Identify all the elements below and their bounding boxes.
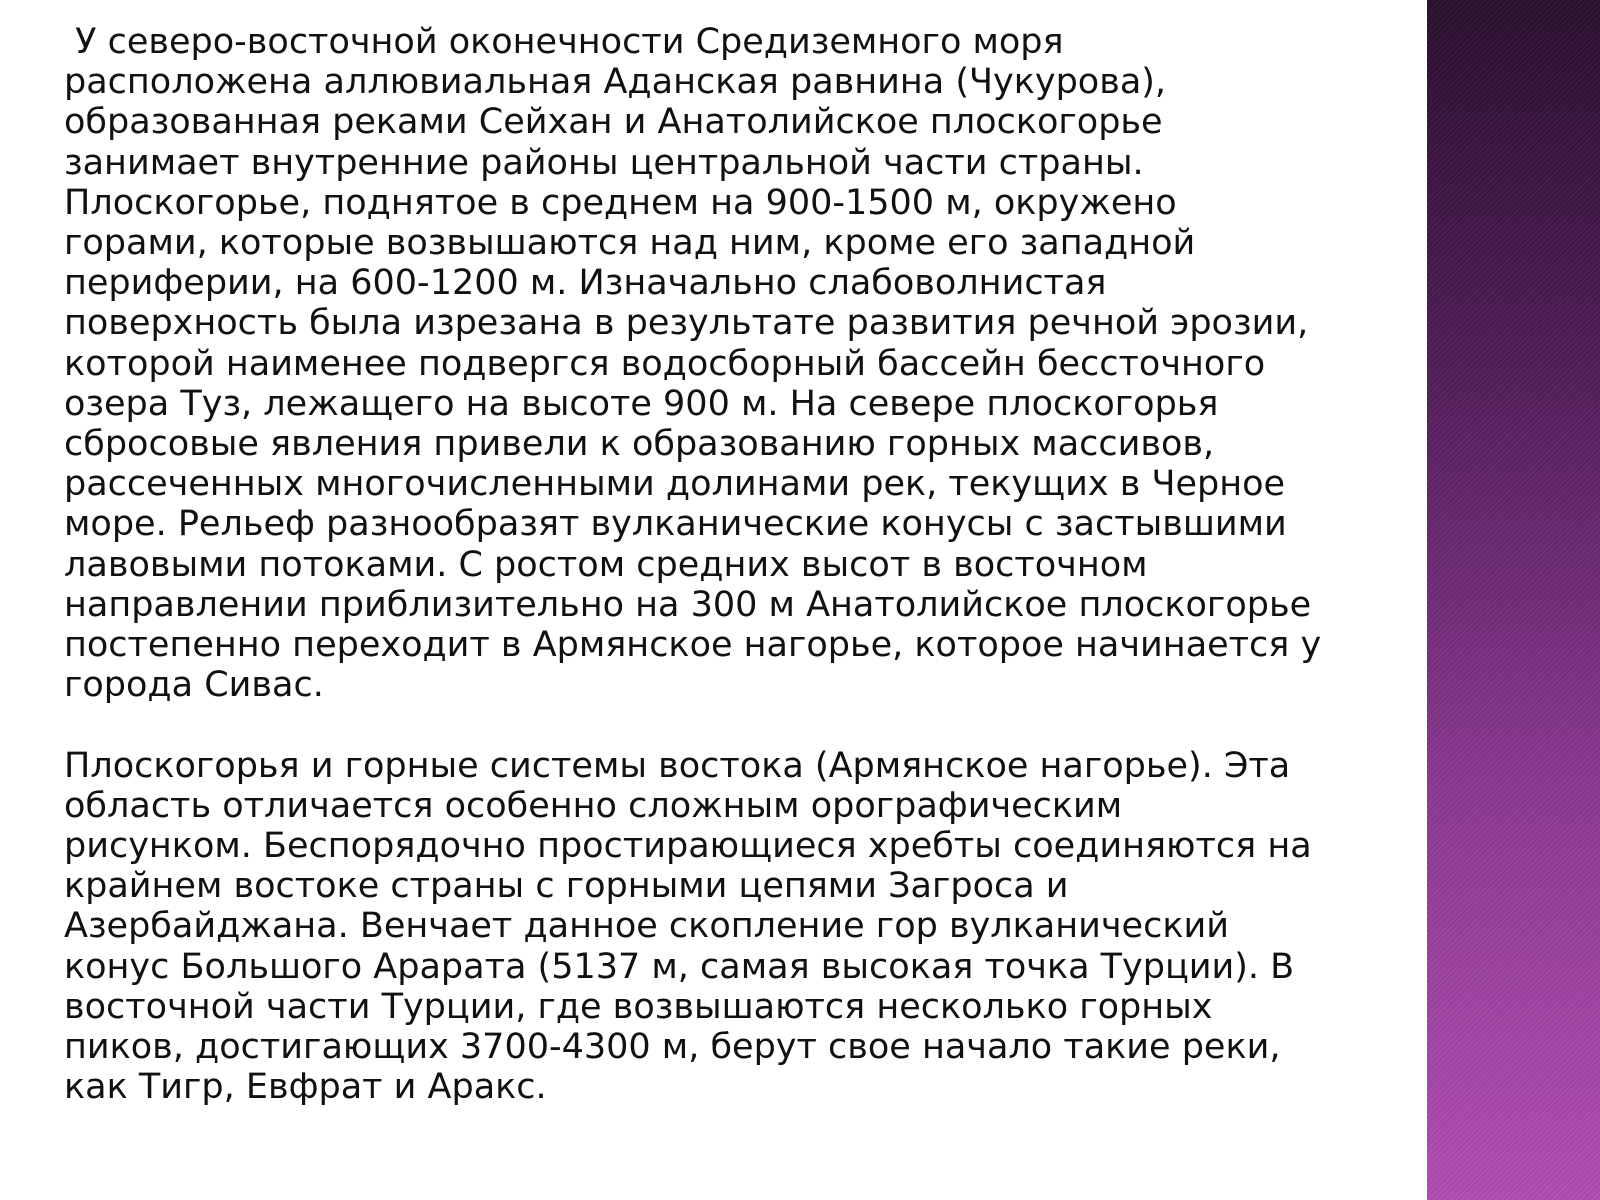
text-line: море. Рельеф разнообразят вулканические конусы с застывшими: [64, 504, 1287, 545]
decorative-side-band: [1427, 0, 1600, 1200]
text-line: сбросовые явления привели к образованию горных массивов,: [64, 424, 1215, 465]
text-line: которой наименее подвергся водосборный бассейн бессточного: [64, 343, 1266, 384]
text-line: города Сивас.: [64, 665, 324, 706]
text-line: постепенно переходит в Армянское нагорье, которое начинается у: [64, 625, 1322, 666]
text-line: Плоскогорье, поднятое в среднем на 900-1500 м, окружено: [64, 182, 1177, 223]
text-line: как Тигр, Евфрат и Аракс.: [64, 1067, 547, 1108]
text-line: горами, которые возвышаются над ним, кроме его западной: [64, 223, 1196, 264]
text-line: У северо-восточной оконечности Средиземного моря: [64, 22, 1064, 62]
text-line: озера Туз, лежащего на высоте 900 м. На севере плоскогорья: [64, 383, 1219, 424]
text-line: область отличается особенно сложным орографическим: [64, 785, 1123, 826]
text-line: восточной части Турции, где возвышаются несколько горных: [64, 986, 1213, 1027]
text-line: поверхность была изрезана в результате развития речной эрозии,: [64, 303, 1309, 344]
text-line: рассеченных многочисленными долинами рек, текущих в Черное: [64, 464, 1286, 505]
paragraph-relief-east: [64, 746, 1394, 1108]
text-line: рисунком. Беспорядочно простирающиеся хребты соединяются на: [64, 826, 1312, 867]
paragraph-relief-anatolia: [64, 22, 1394, 705]
text-line: лавовыми потоками. С ростом средних высот в восточном: [64, 544, 1148, 585]
text-line: Азербайджана. Венчает данное скопление гор вулканический: [64, 906, 1229, 947]
text-line: образованная реками Сейхан и Анатолийское плоскогорье: [64, 102, 1163, 143]
slide-body-text: [64, 22, 1394, 1107]
paragraph-spacer: [64, 705, 1394, 745]
text-line: конус Большого Арарата (5137 м, самая высокая точка Турции). В: [64, 946, 1295, 987]
text-line: занимает внутренние районы центральной части страны.: [64, 142, 1144, 183]
text-line: крайнем востоке страны с горными цепями Загроса и: [64, 866, 1069, 907]
text-line: расположена аллювиальная Аданская равнина (Чукурова),: [64, 62, 1167, 103]
text-line: пиков, достигающих 3700-4300 м, берут свое начало такие реки,: [64, 1027, 1281, 1068]
text-line: Плоскогорья и горные системы востока (Армянское нагорье). Эта: [64, 745, 1291, 786]
text-line: направлении приблизительно на 300 м Анатолийское плоскогорье: [64, 584, 1312, 625]
text-line: периферии, на 600-1200 м. Изначально слабоволнистая: [64, 263, 1107, 304]
